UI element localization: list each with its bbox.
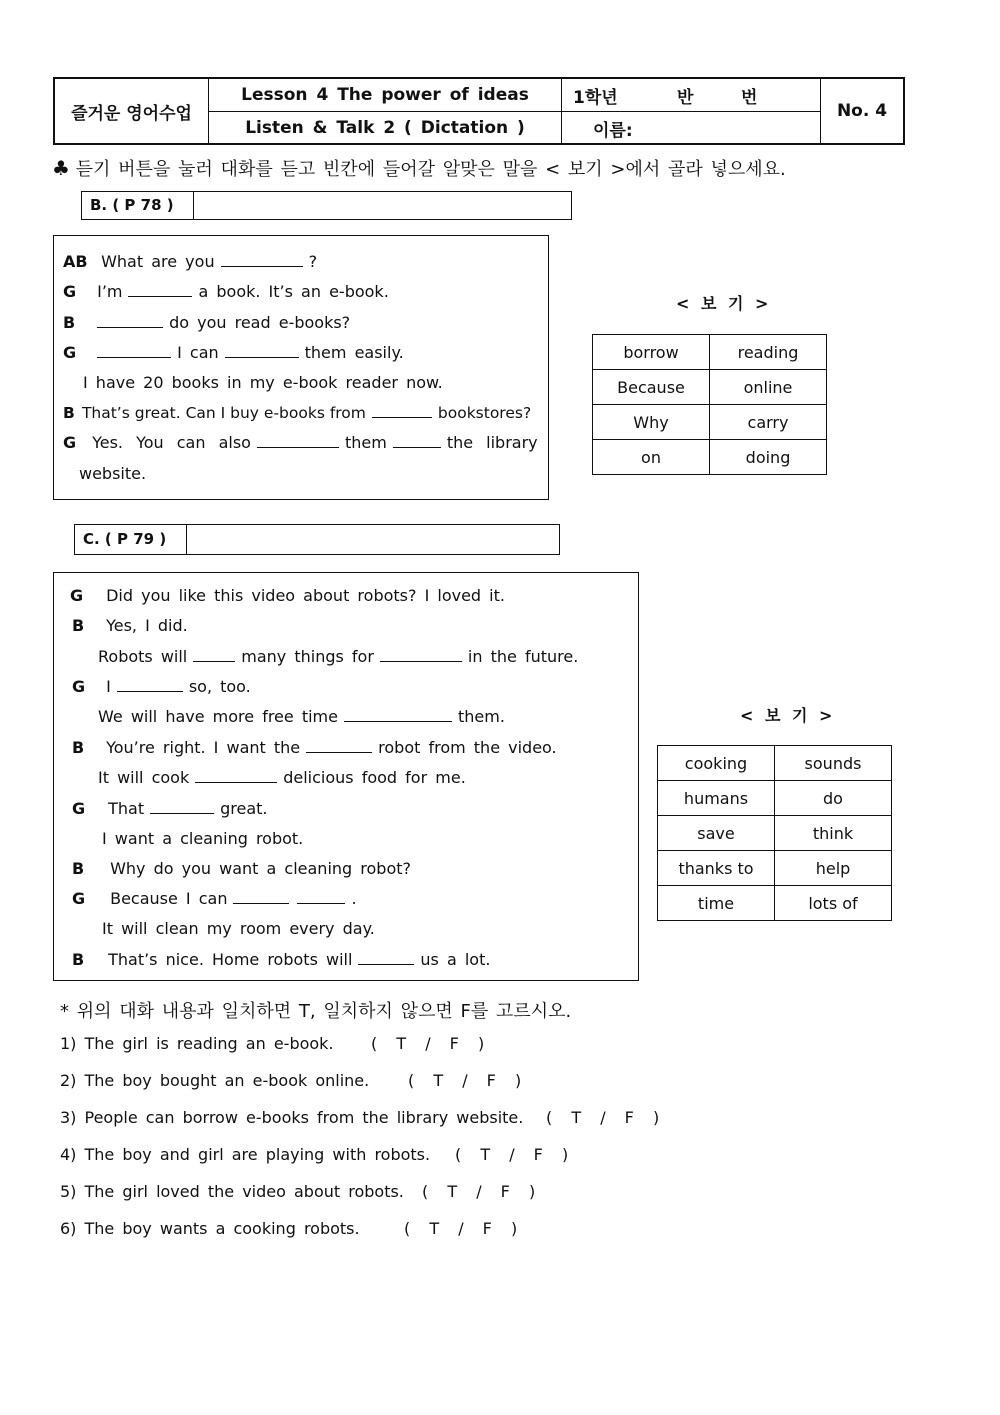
- worksheet-number: No. 4: [836, 101, 888, 121]
- blank[interactable]: [257, 433, 339, 448]
- dialogue-line: I have 20 books in my e-book reader now.: [83, 373, 443, 392]
- word-option[interactable]: Because: [593, 370, 710, 405]
- word-option[interactable]: time: [658, 886, 775, 921]
- lesson-subtitle: Listen & Talk 2 ( Dictation ): [245, 118, 525, 138]
- number-label: 번: [741, 87, 758, 108]
- section-b-dialogue-box: [53, 235, 549, 500]
- dialogue-line: G I so, too.: [72, 677, 251, 696]
- tf-choice-1[interactable]: ( T / F ): [371, 1034, 485, 1053]
- tf-question-2: 2) The boy bought an e-book online.: [60, 1071, 370, 1090]
- header-table: [53, 77, 905, 145]
- instruction: [52, 155, 786, 181]
- dialogue-line: B Why do you want a cleaning robot?: [72, 859, 411, 878]
- dialogue-line: G That great.: [72, 799, 268, 818]
- blank[interactable]: [380, 647, 462, 662]
- section-c-answer-field[interactable]: [187, 525, 559, 554]
- class-label: 반: [677, 87, 694, 108]
- tf-question-3: 3) People can borrow e-books from the library website.: [60, 1108, 524, 1127]
- tf-choice-5[interactable]: ( T / F ): [422, 1182, 536, 1201]
- word-option[interactable]: online: [710, 370, 827, 405]
- section-b-bogi-title: < 보 기 >: [676, 294, 772, 313]
- tf-question-6: 6) The boy wants a cooking robots.: [60, 1219, 360, 1238]
- dialogue-line: AB What are you ?: [63, 252, 318, 271]
- blank[interactable]: [393, 433, 441, 448]
- blank[interactable]: [306, 738, 372, 753]
- blank[interactable]: [225, 343, 299, 358]
- word-option[interactable]: do: [775, 781, 892, 816]
- tf-choice-3[interactable]: ( T / F ): [546, 1108, 660, 1127]
- section-b-word-bank: [592, 334, 827, 475]
- section-c-word-bank: [657, 745, 892, 921]
- dialogue-line: B You’re right. I want the robot from the video.: [72, 738, 557, 757]
- word-option[interactable]: thanks to: [658, 851, 775, 886]
- word-option[interactable]: humans: [658, 781, 775, 816]
- word-option[interactable]: sounds: [775, 746, 892, 781]
- section-c-dialogue-box: [53, 572, 639, 981]
- word-option[interactable]: borrow: [593, 335, 710, 370]
- dialogue-line: B That’s nice. Home robots will us a lot.: [72, 950, 491, 969]
- dialogue-line: website.: [79, 464, 147, 483]
- dialogue-line: B That’s great. Can I buy e-books from bookstores?: [63, 404, 532, 422]
- blank[interactable]: [117, 677, 183, 692]
- word-option[interactable]: Why: [593, 405, 710, 440]
- tf-choice-6[interactable]: ( T / F ): [404, 1219, 518, 1238]
- instruction-text: 듣기 버튼을 눌러 대화를 듣고 빈칸에 들어갈 알맞은 말을 < 보기 >에서 골라 넣으세요.: [75, 159, 786, 180]
- tf-instruction: * 위의 대화 내용과 일치하면 T, 일치하지 않으면 F를 고르시오.: [60, 1001, 572, 1022]
- blank[interactable]: [193, 647, 235, 662]
- blank[interactable]: [372, 403, 432, 418]
- dialogue-line: Robots will many things for in the future.: [98, 647, 579, 666]
- word-option[interactable]: help: [775, 851, 892, 886]
- word-option[interactable]: lots of: [775, 886, 892, 921]
- section-c-label: C. ( P 79 ): [83, 530, 167, 548]
- dialogue-line: It will clean my room every day.: [102, 919, 375, 938]
- dialogue-line: I want a cleaning robot.: [102, 829, 304, 848]
- header-title: 즐거운 영어수업: [71, 103, 192, 124]
- name-label: 이름:: [593, 120, 633, 141]
- section-b-label-box: [81, 191, 572, 220]
- section-b-answer-field[interactable]: [194, 192, 571, 219]
- dialogue-line: B Yes, I did.: [72, 616, 188, 635]
- club-icon: ♣: [52, 156, 70, 180]
- word-option[interactable]: doing: [710, 440, 827, 475]
- blank[interactable]: [128, 282, 192, 297]
- word-option[interactable]: reading: [710, 335, 827, 370]
- blank[interactable]: [97, 313, 163, 328]
- blank[interactable]: [195, 768, 277, 783]
- tf-question-5: 5) The girl loved the video about robots.: [60, 1182, 404, 1201]
- blank[interactable]: [233, 889, 289, 904]
- tf-choice-4[interactable]: ( T / F ): [455, 1145, 569, 1164]
- blank[interactable]: [344, 707, 452, 722]
- word-option[interactable]: think: [775, 816, 892, 851]
- blank[interactable]: [97, 343, 171, 358]
- tf-question-4: 4) The boy and girl are playing with robots.: [60, 1145, 431, 1164]
- dialogue-line: B do you read e-books?: [63, 313, 351, 332]
- dialogue-line: G Because I can .: [72, 889, 357, 908]
- dialogue-line: It will cook delicious food for me.: [98, 768, 466, 787]
- section-b-label: B. ( P 78 ): [90, 196, 174, 214]
- grade-label: 1학년: [573, 87, 618, 108]
- blank[interactable]: [297, 889, 345, 904]
- dialogue-line: G Yes. You can also them the library: [63, 433, 538, 452]
- word-option[interactable]: carry: [710, 405, 827, 440]
- dialogue-line: G I’m a book. It’s an e-book.: [63, 282, 389, 301]
- tf-question-1: 1) The girl is reading an e-book.: [60, 1034, 334, 1053]
- word-option[interactable]: cooking: [658, 746, 775, 781]
- blank[interactable]: [358, 950, 414, 965]
- word-option[interactable]: save: [658, 816, 775, 851]
- word-option[interactable]: on: [593, 440, 710, 475]
- blank[interactable]: [150, 799, 214, 814]
- dialogue-line: We will have more free time them.: [98, 707, 505, 726]
- section-c-bogi-title: < 보 기 >: [740, 706, 836, 725]
- tf-choice-2[interactable]: ( T / F ): [408, 1071, 522, 1090]
- dialogue-line: G I can them easily.: [63, 343, 404, 362]
- blank[interactable]: [221, 252, 303, 267]
- dialogue-line: G Did you like this video about robots? I loved it.: [70, 586, 505, 605]
- lesson-title: Lesson 4 The power of ideas: [241, 85, 529, 105]
- section-c-label-box: [74, 524, 560, 555]
